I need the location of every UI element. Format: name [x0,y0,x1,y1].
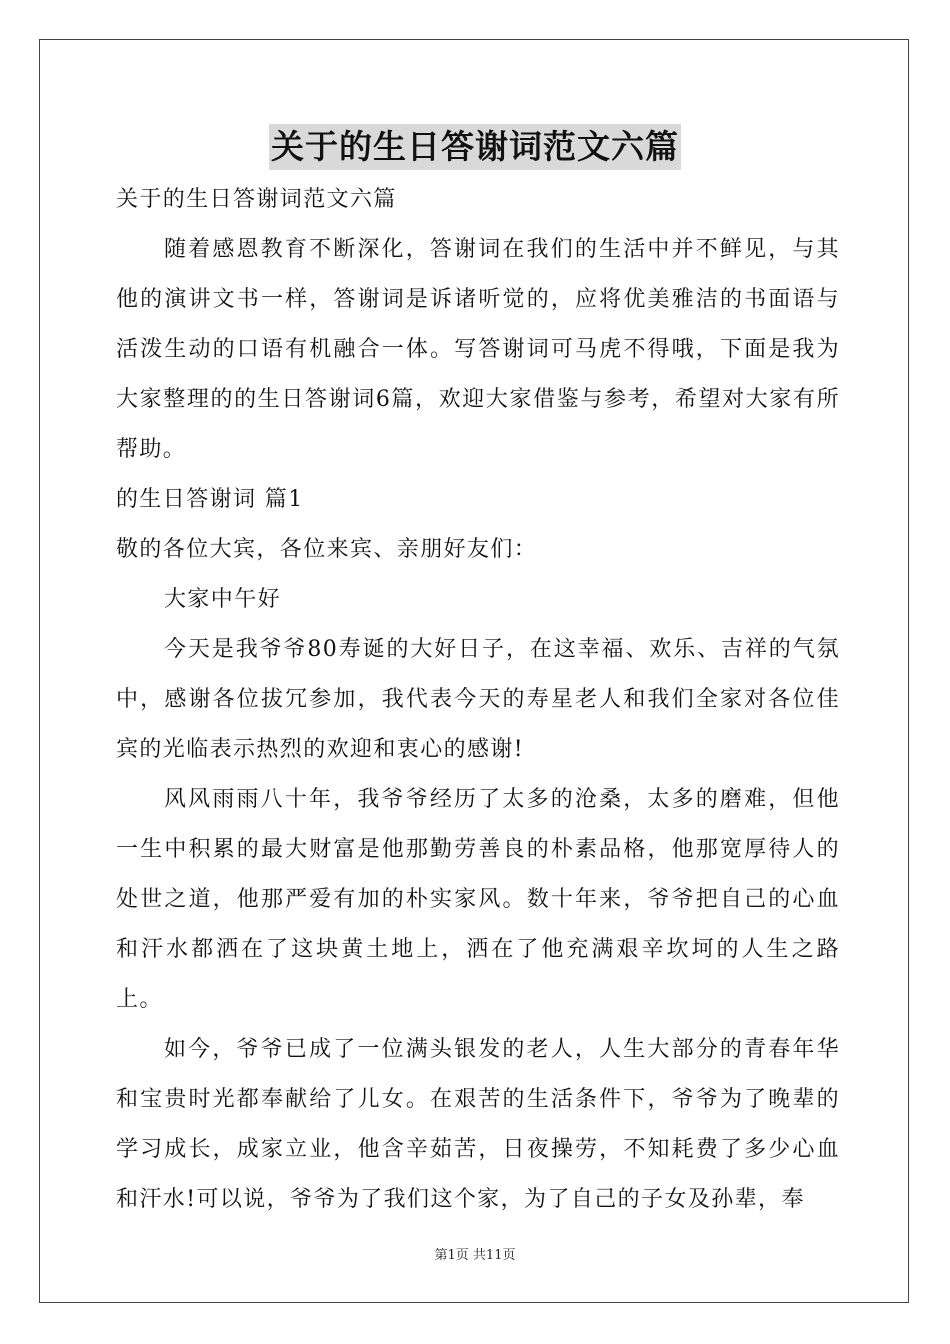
paragraph-greeting: 大家中午好 [164,587,282,612]
paragraph-subtitle: 关于的生日答谢词范文六篇 [116,187,397,212]
document-title: 关于的生日答谢词范文六篇 [269,124,681,170]
document-body [116,175,840,1225]
document-title-wrap [0,124,950,170]
section-heading: 的生日答谢词 篇1 [116,487,304,512]
paragraph-intro: 随着感恩教育不断深化，答谢词在我们的生活中并不鲜见，与其他的演讲文书一样，答谢词是诉诸听觉的，应将优美雅洁的书面语与活泼生动的口语有机融合一体。写答谢词可马虎不得哦，下面是我为大家整理的的生日答谢词6篇，欢迎大家借鉴与参考，希望对大家有所帮助。 [116,237,840,462]
paragraph-body: 如今，爷爷已成了一位满头银发的老人，人生大部分的青春年华和宝贵时光都奉献给了儿女。在艰苦的生活条件下，爷爷为了晚辈的学习成长，成家立业，他含辛茹苦，日夜操劳，不知耗费了多少心血和汗水!可以说，爷爷为了我们这个家，为了自己的子女及孙辈，奉 [116,1037,840,1212]
paragraph-body: 风风雨雨八十年，我爷爷经历了太多的沧桑，太多的磨难，但他一生中积累的最大财富是他那勤劳善良的朴素品格，他那宽厚待人的处世之道，他那严爱有加的朴实家风。数十年来，爷爷把自己的心血和汗水都洒在了这块黄土地上，洒在了他充满艰辛坎坷的人生之路上。 [116,787,840,1012]
paragraph-salutation: 敬的各位大宾，各位来宾、亲朋好友们： [116,537,538,562]
paragraph-body: 今天是我爷爷80寿诞的大好日子，在这幸福、欢乐、吉祥的气氛中，感谢各位拔冗参加，我代表今天的寿星老人和我们全家对各位佳宾的光临表示热烈的欢迎和衷心的感谢! [116,637,840,762]
page-footer: 第1页 共11页 [434,1248,516,1263]
